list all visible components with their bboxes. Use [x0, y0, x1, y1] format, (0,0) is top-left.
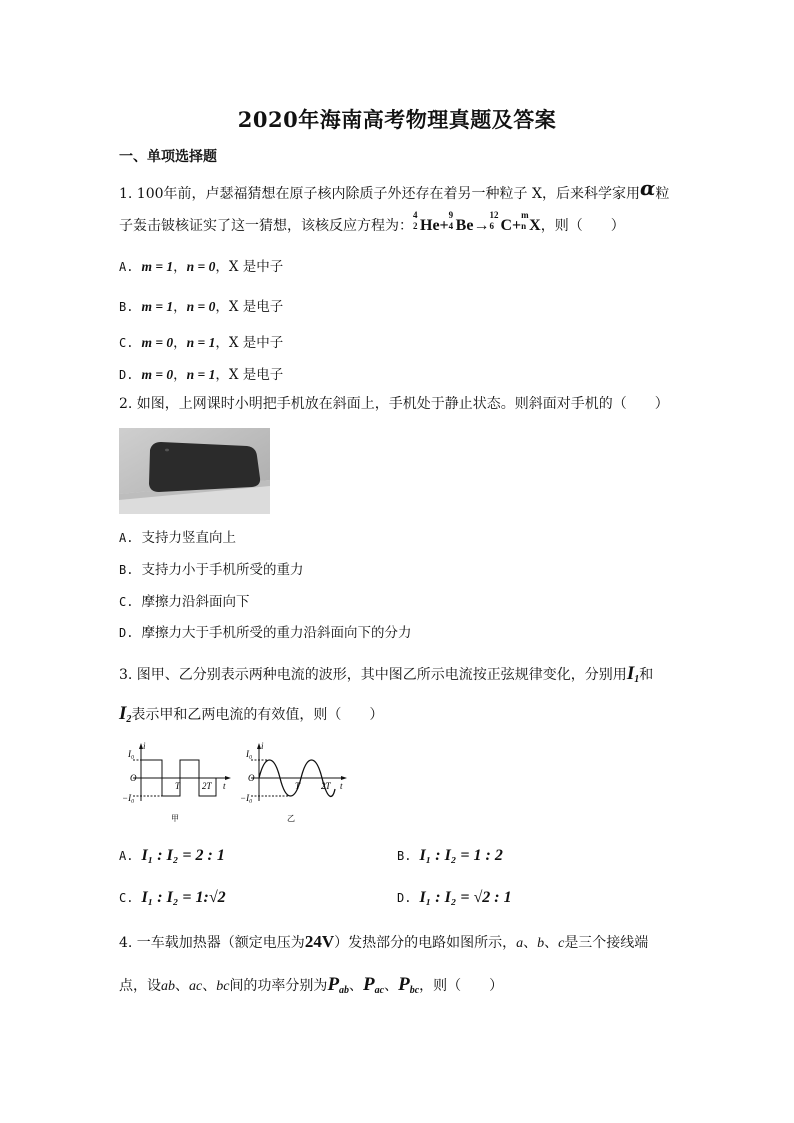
fig-jia-2t-label: 2T [202, 781, 212, 791]
q1-stem-text: 1. 100年前，卢瑟福猜想在原子核内除质子外还存在着另一种粒子 X，后来科学家用 [119, 186, 640, 202]
q2-stem: 2. 如图，上网课时小明把手机放在斜面上，手机处于静止状态。则斜面对手机的（ ） [119, 396, 669, 412]
page-title: 2020年海南高考物理真题及答案 [237, 107, 557, 132]
fig-jia-o-label: O [130, 773, 137, 783]
fig-yi-caption: 乙 [287, 814, 295, 823]
q3-option-a[interactable]: A. I₁ : I₂ = 2 : 1 [119, 847, 225, 864]
fig-jia-neg-i0-label: −I₀ [122, 793, 135, 803]
fig-jia-t-label: T [175, 781, 181, 791]
fig-jia-caption: 甲 [171, 814, 179, 823]
q4-stem-line1: 4. 一车载加热器（额定电压为24V）发热部分的电路如图所示，a、b、c是三个接线端 [119, 932, 649, 951]
p-ac-symbol: $P_{ac}$ [363, 974, 385, 996]
q2-option-b[interactable]: B. 支持力小于手机所受的重力 [119, 562, 304, 578]
nuclear-equation: 4 2 He+ 9 4 Be→ 12 6 C+ m n X [413, 210, 541, 234]
fig-yi-i0-label: I₀ [246, 749, 253, 759]
fig-jia-i-label: i [143, 741, 146, 751]
q1-stem-line1 [119, 178, 669, 204]
q3-option-d[interactable]: D. I₁ : I₂ = √2 : 1 [397, 889, 512, 906]
fig-yi-t-label: T [295, 781, 301, 791]
q2-option-d[interactable]: D. 摩擦力大于手机所受的重力沿斜面向下的分力 [119, 625, 412, 641]
square-wave-graph [133, 743, 231, 801]
q3-option-b[interactable]: B. I₁ : I₂ = 1 : 2 [397, 847, 503, 864]
phone-on-slope-photo [119, 428, 270, 514]
q2-option-c[interactable]: C. 摩擦力沿斜面向下 [119, 594, 250, 610]
fig-yi-time-label: t [340, 781, 343, 791]
q3-stem-line2: $I_2$表示甲和乙两电流的有效值，则（ ） [119, 703, 384, 725]
q1-stem-end: 粒 [655, 186, 670, 202]
fig-jia-i0-label: I₀ [128, 749, 135, 759]
alpha-symbol: α [639, 176, 656, 200]
q4-stem-line2: 点，设ab、ac、bc间的功率分别为$P_{ab}$、$P_{ac}$、$P_{bc}$，则（ ） [119, 974, 504, 996]
q1-stem-text2: 子轰击铍核证实了这一猜想，该核反应方程为： [119, 218, 413, 234]
fig-jia-time-label: t [223, 781, 226, 791]
fig-yi-neg-i0-label: −I₀ [240, 793, 253, 803]
p-bc-symbol: $P_{bc}$ [398, 974, 420, 996]
fig-yi-2t-label: 2T [321, 781, 331, 791]
sine-wave-graph [251, 743, 347, 801]
q2-option-a[interactable]: A. 支持力竖直向上 [119, 530, 236, 546]
i2-symbol: $I_2$ [119, 703, 132, 725]
q1-option-b[interactable]: B. m = 1，n = 0，X 是电子 [119, 299, 284, 315]
q1-option-c[interactable]: C. m = 0，n = 1，X 是中子 [119, 335, 284, 351]
i1-symbol: $I_1$ [626, 663, 640, 685]
q3-stem-line1: 3. 图甲、乙分别表示两种电流的波形，其中图乙所示电流按正弦规律变化，分别用$I_1$和 [119, 663, 654, 685]
current-waveforms-figure [119, 741, 351, 827]
q1-stem-line2 [119, 210, 625, 236]
fig-yi-o-label: O [248, 773, 255, 783]
rated-voltage: 24V [304, 932, 335, 951]
p-ab-symbol: $P_{ab}$ [327, 974, 350, 996]
q1-option-a[interactable]: A. m = 1，n = 0，X 是中子 [119, 259, 284, 275]
section-heading: 一、单项选择题 [119, 149, 217, 165]
q1-option-d[interactable]: D. m = 0，n = 1，X 是电子 [119, 367, 284, 383]
q3-option-c[interactable]: C. I₁ : I₂ = 1:√2 [119, 889, 226, 906]
fig-yi-i-label: i [261, 741, 264, 751]
q1-stem-end2: ，则（ ） [540, 218, 625, 234]
